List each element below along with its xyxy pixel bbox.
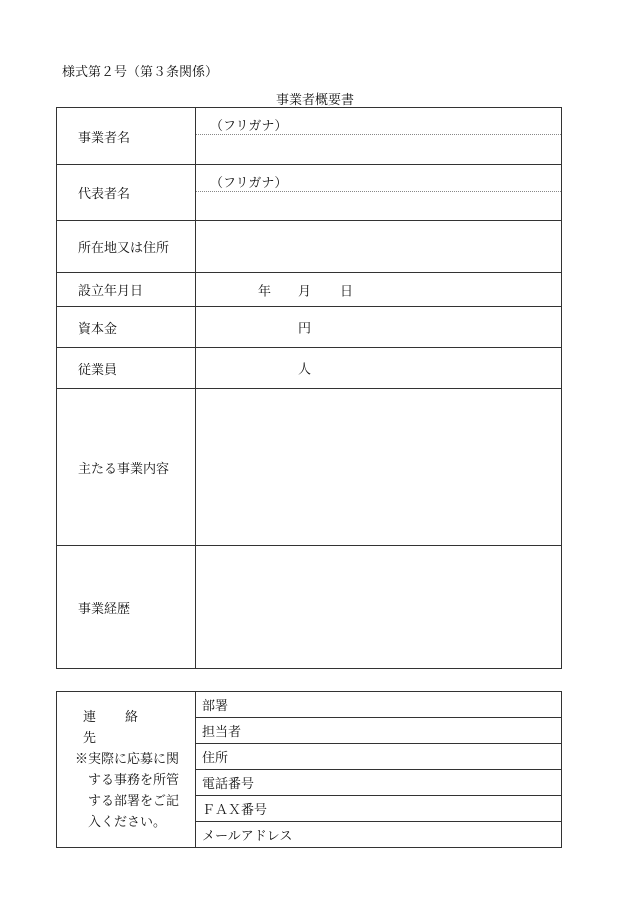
contact-heading-char-1: 連	[83, 709, 97, 725]
label-business-name: 事業者名	[57, 108, 196, 165]
month-unit: 月	[298, 284, 312, 299]
field-address[interactable]	[196, 221, 562, 273]
label-address: 所在地又は住所	[57, 221, 196, 273]
year-unit: 年	[258, 284, 272, 299]
contact-field-phone[interactable]: 電話番号	[196, 770, 562, 796]
employees-unit: 人	[298, 362, 312, 378]
contact-field-department[interactable]: 部署	[196, 692, 562, 718]
field-employees[interactable]	[196, 348, 562, 389]
row-business-name	[57, 108, 562, 165]
label-capital: 資本金	[57, 307, 196, 348]
field-business-name[interactable]	[196, 108, 562, 165]
contact-field-fax[interactable]: ＦＡＸ番号	[196, 796, 562, 822]
contact-heading	[75, 707, 195, 749]
contact-note-line: する部署をご記	[75, 793, 180, 809]
row-history	[57, 546, 562, 669]
label-main-business: 主たる事業内容	[57, 389, 196, 546]
contact-field-person-in-charge[interactable]: 担当者	[196, 718, 562, 744]
contact-field-email[interactable]: メールアドレス	[196, 822, 562, 848]
contact-note-line: 入ください。	[75, 814, 167, 830]
contact-field-address[interactable]: 住所	[196, 744, 562, 770]
capital-unit: 円	[298, 321, 312, 337]
business-name-kana-hint: （フリガナ）	[210, 119, 288, 134]
label-established: 設立年月日	[57, 273, 196, 307]
row-main-business	[57, 389, 562, 546]
contact-heading-char-3: 先	[83, 730, 97, 746]
label-history: 事業経歴	[57, 546, 196, 669]
row-capital	[57, 307, 562, 348]
representative-input[interactable]	[196, 192, 561, 220]
row-address	[57, 221, 562, 273]
representative-kana-field[interactable]	[196, 165, 561, 192]
day-unit: 日	[340, 284, 354, 299]
representative-kana-hint: （フリガナ）	[210, 176, 288, 191]
contact-note-line: する事務を所管	[75, 772, 180, 788]
business-name-kana-field[interactable]	[196, 108, 561, 135]
label-employees: 従業員	[57, 348, 196, 389]
row-representative	[57, 165, 562, 221]
contact-heading-char-2: 絡	[125, 709, 139, 725]
row-employees	[57, 348, 562, 389]
business-overview-table	[56, 107, 562, 669]
field-representative[interactable]	[196, 165, 562, 221]
field-main-business[interactable]	[196, 389, 562, 546]
business-name-input[interactable]	[196, 135, 561, 164]
field-established[interactable]	[196, 273, 562, 307]
contact-note	[75, 749, 195, 833]
form-title: 事業者概要書	[275, 93, 354, 108]
label-representative: 代表者名	[57, 165, 196, 221]
contact-label-cell	[57, 692, 196, 848]
contact-table	[56, 691, 562, 848]
field-history[interactable]	[196, 546, 562, 669]
row-established	[57, 273, 562, 307]
contact-note-line: ※実際に応募に関	[75, 751, 180, 767]
form-number: 様式第２号（第３条関係）	[62, 65, 219, 80]
field-capital[interactable]	[196, 307, 562, 348]
